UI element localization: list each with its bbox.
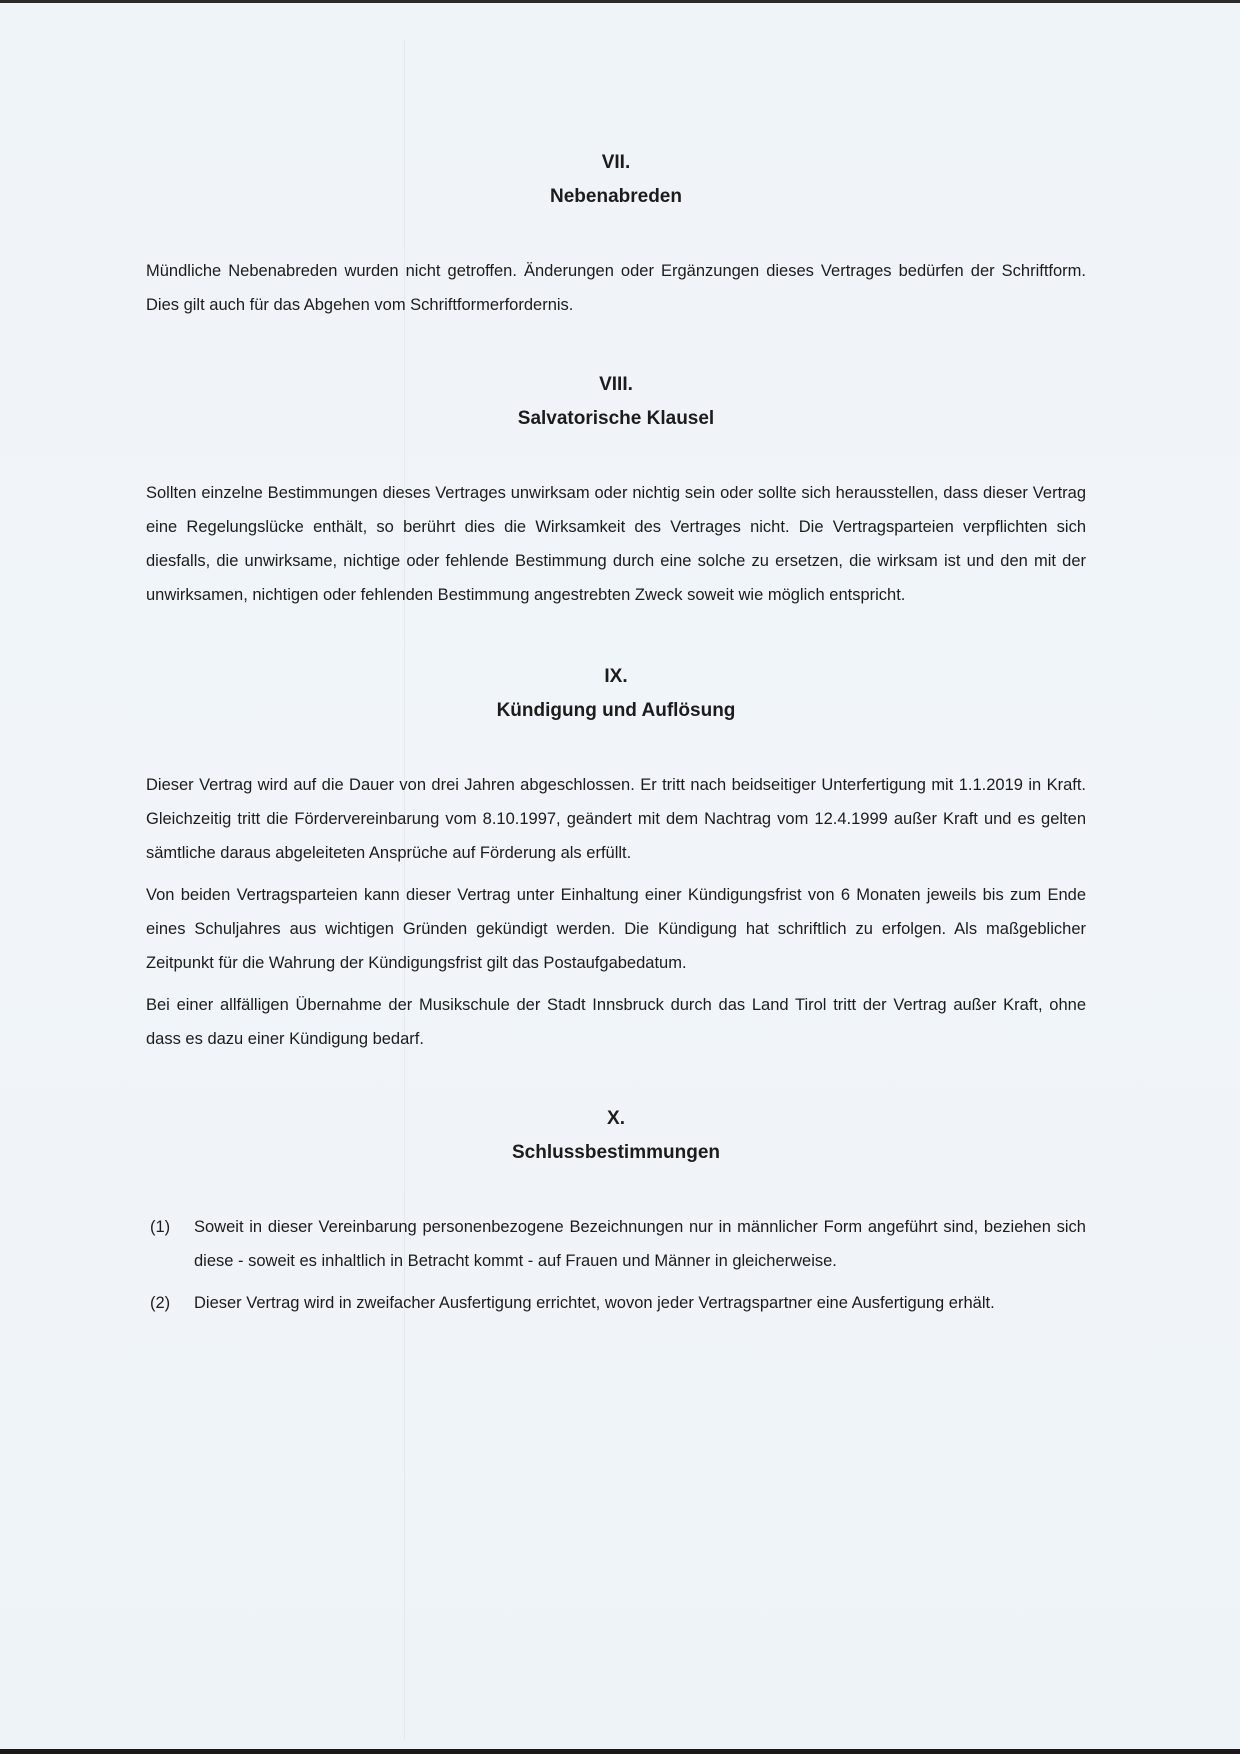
scan-bottom-edge xyxy=(0,1749,1240,1754)
paragraph: Bei einer allfälligen Übernahme der Musikschule der Stadt Innsbruck durch das Land Tirol tritt der Vertrag außer Kraft, ohne dass es dazu einer Kündigung bedarf. xyxy=(146,996,1086,1048)
section-vii xyxy=(146,146,1086,322)
list-item-text: Soweit in dieser Vereinbarung personenbezogene Bezeichnungen nur in männlicher Form angeführt sind, beziehen sich diese - soweit es inhaltlich in Betracht kommt - auf Frauen und Männer in gleicherweise. xyxy=(194,1218,1086,1270)
list-item-text: Dieser Vertrag wird in zweifacher Ausfertigung errichtet, wovon jeder Vertragspartner eine Ausfertigung erhält. xyxy=(194,1294,995,1312)
section-title: Salvatorische Klausel xyxy=(517,408,715,429)
paragraph: Sollten einzelne Bestimmungen dieses Vertrages unwirksam oder nichtig sein oder sollte sich herausstellen, dass dieser Vertrag eine Regelungslücke enthält, so berührt dies die Wirksamkeit des Vertrages nicht. Die Vertragsparteien verpflichten sich diesfalls, die unwirksame, nichtige oder fehlende Bestimmung durch eine solche zu ersetzen, die wirksam ist und den mit der unwirksamen, nichtigen oder fehlenden Bestimmung angestrebten Zweck soweit wie möglich entspricht. xyxy=(146,484,1086,604)
paragraph: Von beiden Vertragsparteien kann dieser Vertrag unter Einhaltung einer Kündigungsfrist von 6 Monaten jeweils bis zum Ende eines Schuljahres aus wichtigen Gründen gekündigt werden. Die Kündigung hat schriftlich zu erfolgen. Als maßgeblicher Zeitpunkt für die Wahrung der Kündigungsfrist gilt das Postaufgabedatum. xyxy=(146,886,1086,972)
section-viii xyxy=(146,368,1086,612)
section-title: Nebenabreden xyxy=(550,186,682,207)
section-number: X. xyxy=(607,1108,625,1129)
section-number: IX. xyxy=(604,666,628,687)
section-number: VIII. xyxy=(599,374,633,395)
section-number: VII. xyxy=(601,152,631,173)
numbered-list xyxy=(146,1210,1086,1320)
scan-top-edge xyxy=(0,0,1240,3)
list-item-number: (2) xyxy=(150,1294,171,1312)
list-item-number: (1) xyxy=(150,1218,171,1236)
list-item xyxy=(146,1286,1086,1320)
section-x xyxy=(146,1102,1086,1320)
paragraph: Mündliche Nebenabreden wurden nicht getroffen. Änderungen oder Ergänzungen dieses Vertrages bedürfen der Schriftform. Dies gilt auch für das Abgehen vom Schriftformerfordernis. xyxy=(146,262,1086,314)
paragraph: Dieser Vertrag wird auf die Dauer von drei Jahren abgeschlossen. Er tritt nach beidseitiger Unterfertigung mit 1.1.2019 in Kraft. Gleichzeitig tritt die Fördervereinbarung vom 8.10.1997, geändert mit dem Nachtrag vom 12.4.1999 außer Kraft und es gelten sämtliche daraus abgeleiteten Ansprüche auf Förderung als erfüllt. xyxy=(146,776,1086,862)
section-ix xyxy=(146,660,1086,1056)
document-content xyxy=(146,146,1086,1328)
list-item xyxy=(146,1210,1086,1278)
section-title: Kündigung und Auflösung xyxy=(496,700,736,721)
section-title: Schlussbestimmungen xyxy=(512,1142,720,1163)
